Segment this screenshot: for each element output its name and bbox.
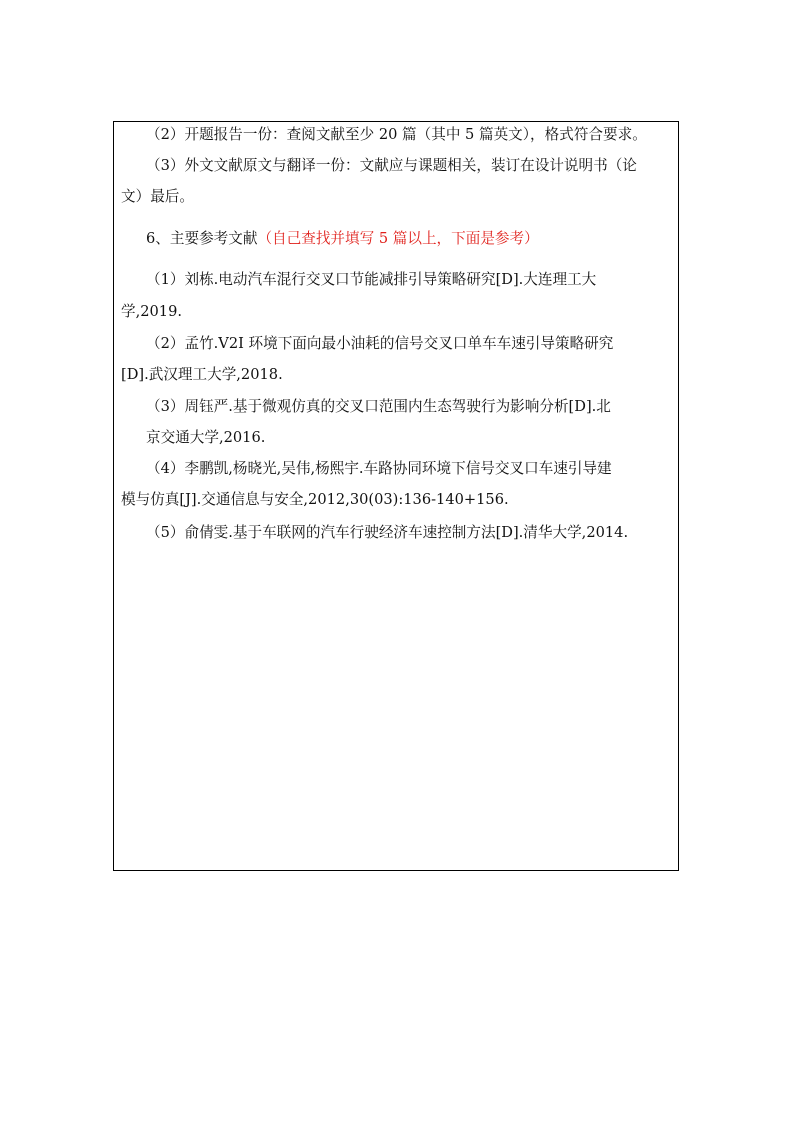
- reference-3-continued: 京交通大学,2016.: [146, 429, 266, 446]
- reference-5: （5）俞倩雯.基于车联网的汽车行驶经济车速控制方法[D].清华大学,2014.: [146, 524, 629, 541]
- section-6-heading-row: [146, 230, 539, 248]
- reference-2-continued: [D].武汉理工大学,2018.: [121, 366, 283, 383]
- requirement-item-2: （2）开题报告一份：查阅文献至少 20 篇（其中 5 篇英文），格式符合要求。: [146, 126, 647, 143]
- requirement-item-3-continued: 文）最后。: [121, 188, 194, 205]
- reference-4: （4）李鹏凯,杨晓光,吴伟,杨熙宇.车路协同环境下信号交叉口车速引导建: [146, 460, 612, 477]
- reference-3: （3）周钰严.基于微观仿真的交叉口范围内生态驾驶行为影响分析[D].北: [146, 398, 611, 415]
- requirement-item-3: （3）外文文献原文与翻译一份：文献应与课题相关，装订在设计说明书（论: [146, 157, 637, 174]
- reference-2: （2）孟竹.V2I 环境下面向最小油耗的信号交叉口单车车速引导策略研究: [146, 335, 614, 352]
- reference-1: （1）刘栋.电动汽车混行交叉口节能减排引导策略研究[D].大连理工大: [146, 271, 597, 288]
- section-6-heading: 6、主要参考文献: [146, 230, 258, 247]
- section-6-note: （自己查找并填写 5 篇以上，下面是参考）: [257, 230, 539, 247]
- reference-4-continued: 模与仿真[J].交通信息与安全,2012,30(03):136-140+156.: [121, 491, 509, 508]
- reference-1-continued: 学,2019.: [121, 303, 183, 320]
